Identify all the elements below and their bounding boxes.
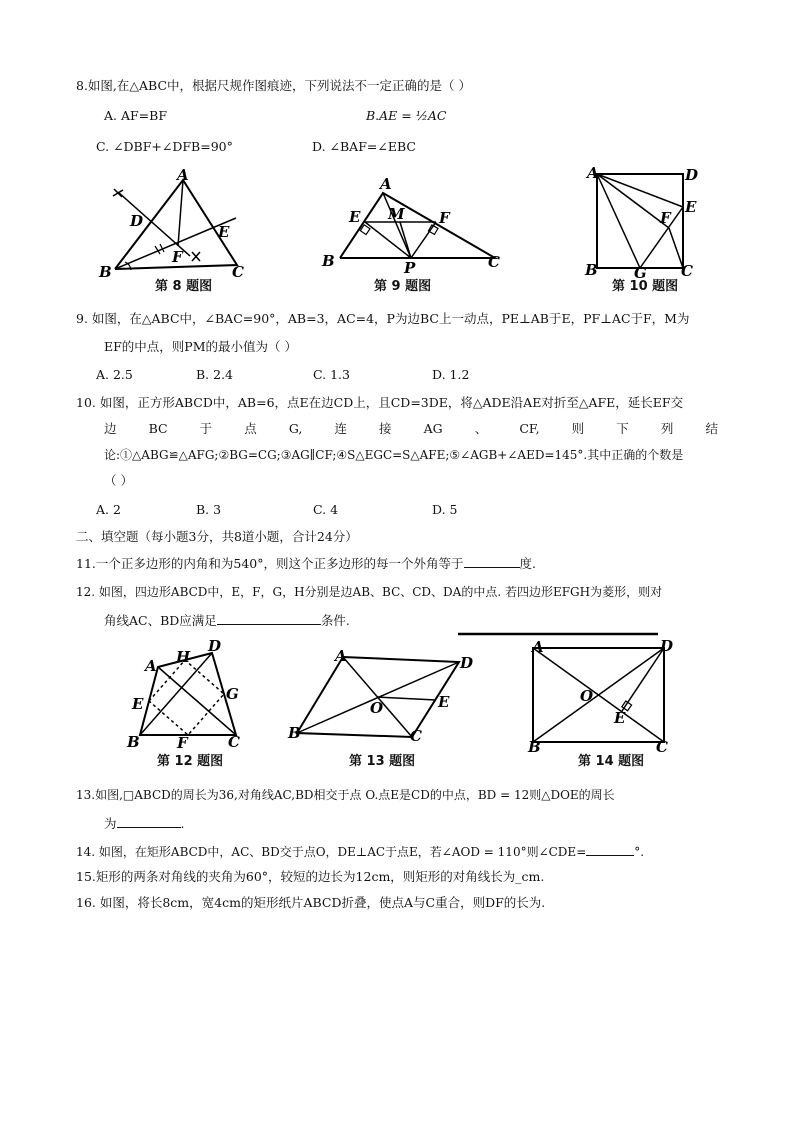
- q16: 16. 如图，将长8cm，宽4cm的矩形纸片ABCD折叠，使点A与C重合，则DF的长为.: [76, 895, 546, 910]
- q10-option-a: A. 2: [96, 502, 121, 517]
- svg-text:A: A: [587, 164, 599, 182]
- svg-text:C: C: [228, 733, 240, 751]
- q8-option-d: D. ∠BAF=∠EBC: [312, 139, 416, 154]
- figure-13: [297, 657, 459, 737]
- q10-word: BC: [148, 421, 168, 436]
- svg-text:B: B: [585, 261, 598, 279]
- q8-stem: 8.如图,在△ABC中，根据尺规作图痕迹，下列说法不一定正确的是（ ）: [76, 78, 471, 93]
- q9-line1: 9. 如图，在△ABC中，∠BAC=90°，AB=3，AC=4，P为边BC上一动点，PE⊥AB于E，PF⊥AC于F，M为: [76, 311, 690, 326]
- fig10-caption: 第 10 题图: [612, 279, 679, 294]
- fig8-caption: 第 8 题图: [155, 279, 213, 294]
- q13-line2-post: .: [180, 816, 185, 831]
- svg-text:F: F: [172, 248, 183, 266]
- svg-text:D: D: [130, 212, 144, 230]
- svg-text:B: B: [322, 252, 335, 270]
- q9-option-a: A. 2.5: [96, 367, 133, 382]
- q10-word: 结: [705, 421, 718, 436]
- q12-line2-pre: 角线AC、BD应满足: [104, 613, 217, 628]
- svg-text:A: A: [380, 175, 392, 193]
- svg-text:D: D: [460, 654, 474, 672]
- svg-text:D: D: [208, 637, 222, 655]
- q9-line2: EF的中点，则PM的最小值为（ ）: [104, 339, 297, 354]
- q10-option-d: D. 5: [432, 502, 458, 517]
- q14-post: °.: [634, 845, 645, 859]
- svg-text:D: D: [660, 637, 674, 655]
- svg-text:F: F: [177, 734, 188, 752]
- svg-text:E: E: [132, 695, 144, 713]
- svg-text:A: A: [177, 166, 189, 184]
- q10-option-c: C. 4: [313, 502, 339, 517]
- svg-text:C: C: [488, 253, 500, 271]
- q8-option-b: B.AE = ½AC: [366, 108, 447, 123]
- fig9-caption: 第 9 题图: [374, 279, 432, 294]
- svg-text:B: B: [288, 724, 301, 742]
- svg-text:F: F: [660, 209, 671, 227]
- svg-text:A: A: [335, 647, 347, 665]
- q13-line1: 13.如图,□ABCD的周长为36,对角线AC,BD相交于点 O.点E是CD的中点，BD = 12则△DOE的周长: [76, 788, 615, 802]
- q10-word: AG: [423, 421, 443, 436]
- svg-text:E: E: [349, 208, 361, 226]
- q10-word: 边: [104, 421, 117, 436]
- fig12-caption: 第 12 题图: [157, 754, 224, 769]
- svg-text:B: B: [127, 733, 140, 751]
- q12-line1: 12. 如图，四边形ABCD中，E，F，G，H分别是边AB、BC、CD、DA的中点. 若四边形EFGH为菱形，则对: [76, 585, 663, 599]
- svg-text:C: C: [410, 727, 422, 745]
- svg-text:P: P: [404, 259, 416, 277]
- svg-text:O: O: [580, 687, 594, 705]
- q11-post: 度.: [519, 556, 536, 571]
- svg-text:B: B: [528, 738, 541, 756]
- q10-word: G,: [288, 421, 303, 436]
- q8-option-a: A. AF=BF: [104, 108, 168, 123]
- svg-text:E: E: [438, 693, 450, 711]
- q13-line2-pre: 为: [104, 816, 117, 831]
- svg-text:H: H: [176, 648, 191, 666]
- q10-word: 下: [616, 421, 629, 436]
- fig13-oe: [377, 697, 436, 700]
- q10-line1: 10. 如图，正方形ABCD中，AB=6，点E在边CD上，且CD=3DE，将△ADE沿AE对折至△AFE，延长EF交: [76, 395, 684, 410]
- svg-text:A: A: [532, 638, 544, 656]
- q10-word: 于: [199, 421, 213, 436]
- svg-text:C: C: [681, 262, 693, 280]
- svg-text:F: F: [439, 209, 450, 227]
- q10-word: CF,: [519, 421, 540, 436]
- q13-line2: [104, 815, 185, 832]
- q10-line3: 论:①△ABG≌△AFG;②BG=CG;③AG∥CF;④S△EGC=S△AFE;⑤∠AGB+∠AED=145°.其中正确的个数是: [104, 448, 684, 462]
- q13-answer-blank[interactable]: [117, 815, 181, 828]
- q10-option-b: B. 3: [196, 502, 222, 517]
- q9-option-c: C. 1.3: [313, 367, 350, 382]
- q10-word: 连: [334, 421, 347, 436]
- svg-text:B: B: [99, 263, 112, 281]
- q12-line2-post: 条件.: [320, 613, 350, 628]
- svg-text:E: E: [685, 198, 697, 216]
- svg-text:E: E: [218, 223, 230, 241]
- q10-word: 点: [244, 421, 257, 436]
- q10-word: 、: [474, 421, 488, 436]
- svg-text:C: C: [232, 263, 244, 281]
- q9-option-b: B. 2.4: [196, 367, 234, 382]
- q14-answer-blank[interactable]: [586, 843, 634, 856]
- fig14-caption: 第 14 题图: [578, 754, 645, 769]
- fig12-efgh: [149, 660, 224, 735]
- svg-text:C: C: [656, 738, 668, 756]
- q10-word: 接: [379, 421, 392, 436]
- svg-text:M: M: [388, 205, 405, 223]
- svg-text:G: G: [634, 264, 647, 282]
- q8-option-c: C. ∠DBF+∠DFB=90°: [96, 139, 233, 154]
- figure-labels-row2: [126, 637, 673, 756]
- q10-line4: （ ）: [104, 473, 133, 488]
- section2-title: 二、填空题（每小题3分，共8道小题，合计24分）: [76, 529, 358, 544]
- svg-text:A: A: [145, 657, 157, 675]
- q15: 15.矩形的两条对角线的夹角为60°，较短的边长为12cm，则矩形的对角线长为_cm.: [76, 869, 545, 884]
- q14-pre: 14. 如图，在矩形ABCD中，AC、BD交于点O，DE⊥AC于点E，若∠AOD = 110°则∠CDE=: [76, 845, 587, 859]
- fig14-de: [622, 648, 664, 711]
- svg-text:O: O: [370, 699, 384, 717]
- fig13-caption: 第 13 题图: [349, 754, 416, 769]
- q10-word: 则: [571, 421, 585, 436]
- q9-option-d: D. 1.2: [432, 367, 470, 382]
- svg-text:E: E: [614, 709, 626, 727]
- q14: [76, 843, 644, 860]
- q11-pre: 11.一个正多边形的内角和为540°，则这个正多边形的每一个外角等于: [76, 556, 464, 571]
- figure-14: [533, 648, 664, 742]
- svg-text:G: G: [226, 685, 239, 703]
- q10-word: 列: [660, 421, 674, 436]
- svg-text:D: D: [685, 166, 699, 184]
